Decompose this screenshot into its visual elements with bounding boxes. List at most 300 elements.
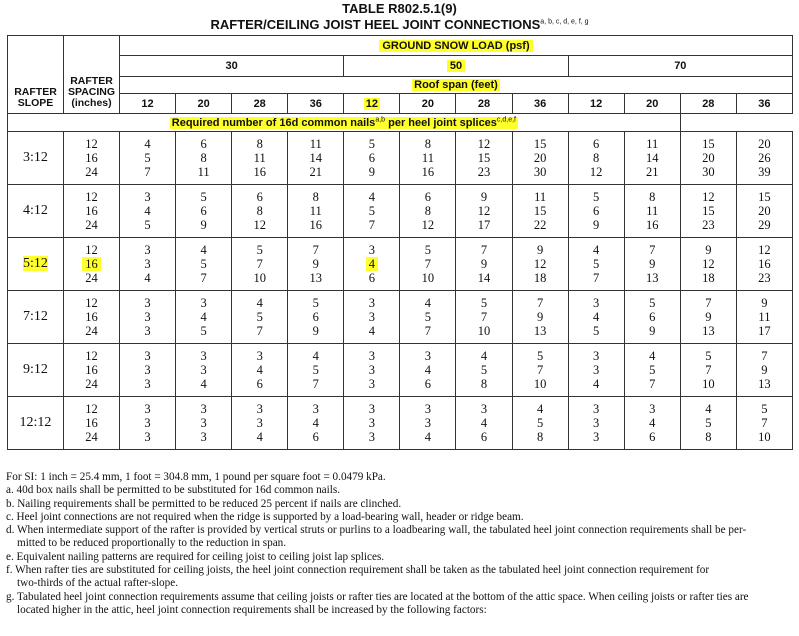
nail-count-cell: [680, 238, 736, 291]
nail-count-value: 4: [424, 363, 432, 377]
nail-count-value: 9: [705, 243, 712, 257]
nail-count-cell: [232, 238, 288, 291]
nail-count-value: 6: [593, 204, 600, 218]
nail-count-value: 4: [144, 204, 151, 218]
nail-count-value: 9: [312, 324, 319, 338]
nail-count-cell: [568, 344, 624, 397]
nail-count-value: 8: [200, 151, 207, 165]
nail-count-cell: [624, 397, 680, 450]
nail-count-value: 6: [649, 310, 656, 324]
spacing-value: 24: [85, 430, 98, 444]
rafter-slope-cell: [8, 185, 64, 238]
nail-count-value: 20: [702, 151, 715, 165]
nail-count-cell: [512, 344, 568, 397]
nail-count-value: 7: [705, 363, 712, 377]
rafter-slope-value: 9:12: [23, 362, 48, 377]
spacing-value: 12: [85, 137, 98, 151]
span-col-9: [624, 94, 680, 114]
nail-count-value: 15: [758, 190, 771, 204]
span-col-2: [232, 94, 288, 114]
spacing-value: 16: [85, 204, 98, 218]
snow-load-50: [344, 56, 568, 77]
span-col-5: [400, 94, 456, 114]
nail-count-value: 4: [256, 430, 263, 444]
footnote: For SI: 1 inch = 25.4 mm, 1 foot = 304.8 mm, 1 pound per square foot = 0.0479 kPa.: [6, 471, 386, 483]
spacing-value: [64, 257, 119, 271]
spacing-value: 16: [85, 151, 98, 165]
span-label-2: 28: [253, 97, 266, 110]
nail-count-value: 10: [758, 430, 771, 444]
span-col-11: [736, 94, 792, 114]
nail-count-value: 3: [144, 363, 151, 377]
ground-snow-load-header: [120, 36, 793, 56]
nail-count-value: 23: [477, 165, 491, 179]
nail-count-value: 3: [144, 416, 151, 430]
nail-count-cell: [736, 397, 792, 450]
nail-count-value: 7: [312, 377, 319, 391]
nail-count-value: 3: [593, 416, 600, 430]
table-row: [8, 291, 793, 344]
nail-count-value: 20: [758, 204, 771, 218]
nail-count-cell: [344, 185, 400, 238]
required-nails-label: [170, 117, 518, 129]
nail-count-value: 14: [645, 151, 659, 165]
rafter-spacing-label-1: RAFTER: [70, 75, 113, 87]
nail-count-value: 11: [309, 137, 322, 151]
nail-count-value: 11: [534, 190, 547, 204]
nail-count-value: 21: [309, 165, 323, 179]
nail-count-value: 4: [480, 416, 488, 430]
rafter-slope-value: 3:12: [23, 150, 48, 165]
nail-count-cell: [456, 132, 512, 185]
nail-count-value: 3: [144, 257, 151, 271]
nail-count-cell: [120, 397, 176, 450]
nail-count-value: 3: [312, 402, 319, 416]
nail-count-value: 4: [200, 243, 207, 257]
nail-count-value: 14: [477, 271, 491, 285]
nail-count-value: 9: [536, 310, 544, 324]
nail-count-cell: [400, 397, 456, 450]
table-footnotes: [6, 471, 794, 617]
nail-count-value: 4: [144, 137, 151, 151]
nail-count-value: 3: [144, 296, 151, 310]
nail-count-value: 9: [536, 243, 544, 257]
nail-count-cell: [680, 291, 736, 344]
nail-count-value: 17: [758, 324, 771, 338]
nail-count-cell: [120, 132, 176, 185]
spacing-value: 24: [85, 218, 98, 232]
nail-count-cell: [120, 185, 176, 238]
nail-count-value: 7: [424, 324, 432, 338]
nail-count-value: 5: [480, 296, 488, 310]
nail-count-value: 3: [593, 296, 600, 310]
table-number: TABLE R802.5.1(9): [342, 1, 457, 16]
rafter-slope-value: 5:12: [23, 256, 48, 271]
nail-count-value: 9: [761, 296, 768, 310]
spacing-value: 12: [85, 296, 98, 310]
nail-count-value: 12: [589, 165, 603, 179]
nail-count-value: 7: [256, 324, 263, 338]
nail-count-cell: [176, 238, 232, 291]
nail-count-cell: [680, 397, 736, 450]
nail-count-value: 8: [480, 377, 488, 391]
nail-count-value: 13: [309, 271, 323, 285]
nail-count-value: 5: [424, 310, 432, 324]
table-row: [8, 397, 793, 450]
nail-count-cell: [512, 397, 568, 450]
nail-count-value: 30: [533, 165, 547, 179]
nail-count-cell: [288, 238, 344, 291]
nail-count-value: 17: [477, 218, 491, 232]
table-row: [8, 344, 793, 397]
span-col-4: [344, 94, 400, 114]
span-label-1: 20: [197, 97, 210, 110]
nail-count-value: 8: [705, 430, 712, 444]
nail-count-cell: [176, 185, 232, 238]
nail-count-value: 9: [761, 363, 768, 377]
nail-count-value: 3: [593, 430, 600, 444]
footnote-continuation: two-thirds of the actual rafter-slope.: [17, 577, 179, 590]
nail-count-cell: [400, 185, 456, 238]
nail-count-value: 9: [705, 310, 712, 324]
nail-count-value: 9: [480, 190, 488, 204]
nail-count-value: 11: [421, 151, 434, 165]
nail-count-value: 5: [144, 218, 151, 232]
nail-count-value: 7: [536, 296, 544, 310]
rafter-slope-value: 7:12: [23, 309, 48, 324]
nail-count-cell: [512, 291, 568, 344]
nail-count-value: 7: [312, 243, 319, 257]
nail-count-cell: [288, 344, 344, 397]
nail-count-value: 23: [702, 218, 715, 232]
nail-count-value: 12: [758, 243, 771, 257]
nail-count-value: 3: [256, 416, 263, 430]
nail-count-value: 6: [368, 151, 375, 165]
nail-count-value: 18: [702, 271, 715, 285]
nail-count-value: 3: [200, 416, 207, 430]
nail-count-value: 9: [649, 324, 656, 338]
nail-count-value: 16: [253, 165, 266, 179]
nail-count-value: 9: [200, 218, 207, 232]
nail-count-value: 3: [200, 296, 207, 310]
nail-count-cell: [568, 238, 624, 291]
rafter-slope-cell: [8, 291, 64, 344]
footnote-continuation: located higher in the attic, heel joint connection requirements shall be increased by the following factors:: [17, 603, 487, 616]
nail-count-value: 10: [533, 377, 547, 391]
spacing-value: 24: [85, 271, 98, 285]
span-label-11: 36: [758, 97, 771, 110]
rafter-spacing-cell: [64, 291, 120, 344]
nail-count-cell: [400, 344, 456, 397]
nail-count-value: 3: [144, 243, 151, 257]
span-col-7: [512, 94, 568, 114]
spacing-value: 24: [85, 377, 98, 391]
nail-count-cell: [400, 238, 456, 291]
nail-count-value: 3: [368, 402, 375, 416]
nail-count-value: 10: [421, 271, 435, 285]
nail-count-cell: [736, 185, 792, 238]
required-nails-text-2: per heel joint splices: [385, 116, 497, 129]
nail-count-cell: [120, 238, 176, 291]
nail-count-value: 4: [424, 430, 432, 444]
highlighted-value: 16: [82, 257, 101, 271]
nail-count-value: 3: [593, 402, 600, 416]
nail-count-value: 5: [256, 310, 263, 324]
nail-count-value: 23: [758, 271, 771, 285]
spacing-value: 12: [85, 190, 98, 204]
nail-count-cell: [512, 238, 568, 291]
nail-count-value: 3: [424, 349, 432, 363]
nail-count-value: 7: [480, 243, 488, 257]
nail-count-value: 6: [368, 271, 375, 285]
nail-count-value: 8: [424, 204, 432, 218]
nail-count-cell: [120, 344, 176, 397]
ground-snow-load-label: GROUND SNOW LOAD (psf): [379, 40, 532, 52]
nail-count-value: 5: [200, 257, 207, 271]
highlighted-value: 4: [366, 257, 378, 271]
span-col-1: [176, 94, 232, 114]
nail-count-value: 7: [200, 271, 207, 285]
nail-count-value: 5: [593, 190, 600, 204]
footnote: f. When rafter ties are substituted for ceiling joists, the heel joint connection requirement shall be taken as the tabulated heel joint connection requirement for: [6, 564, 710, 577]
nail-count-value: 6: [480, 430, 488, 444]
nail-count-value: 8: [256, 204, 263, 218]
nail-count-cell: [680, 132, 736, 185]
nail-count-value: 5: [761, 402, 768, 416]
roof-span-header: [120, 77, 793, 94]
nail-count-value: 3: [256, 349, 263, 363]
rafter-spacing-cell: [64, 397, 120, 450]
nail-count-value: 6: [200, 137, 207, 151]
nail-count-cell: [680, 344, 736, 397]
span-label-4: 12: [365, 97, 378, 110]
nail-count-value: 4: [256, 296, 263, 310]
nail-count-value: 3: [368, 310, 375, 324]
nail-count-cell: [568, 185, 624, 238]
nail-count-cell: [232, 397, 288, 450]
nail-count-value: 9: [649, 257, 656, 271]
nail-count-value: [344, 257, 399, 271]
snow-load-30: 30: [120, 56, 344, 77]
nail-count-value: 5: [536, 349, 544, 363]
nail-count-cell: [624, 238, 680, 291]
nail-count-value: 20: [758, 137, 771, 151]
span-label-3: 36: [309, 97, 322, 110]
rafter-slope-value: 4:12: [23, 203, 48, 218]
nail-count-value: 29: [758, 218, 771, 232]
nail-count-value: 4: [593, 310, 600, 324]
table-title-footnotes: a, b, c, d, e, f, g: [540, 18, 589, 26]
spacing-value: 24: [85, 324, 98, 338]
nail-count-value: 3: [144, 349, 151, 363]
nail-count-value: 11: [758, 310, 771, 324]
nail-count-value: 7: [256, 257, 263, 271]
table-row: [8, 185, 793, 238]
nail-count-cell: [456, 238, 512, 291]
nail-count-value: 5: [649, 363, 656, 377]
nail-count-value: 3: [144, 402, 151, 416]
nail-count-value: 3: [480, 402, 488, 416]
nail-count-value: 5: [368, 204, 375, 218]
nail-count-value: 5: [480, 363, 488, 377]
nail-count-value: 6: [424, 190, 432, 204]
nail-count-value: 5: [312, 296, 319, 310]
span-col-3: [288, 94, 344, 114]
nail-count-cell: [568, 397, 624, 450]
nail-count-value: 5: [256, 243, 263, 257]
nail-count-value: 6: [649, 430, 656, 444]
nail-count-value: 3: [368, 377, 375, 391]
nail-count-value: 20: [533, 151, 547, 165]
nail-count-cell: [344, 238, 400, 291]
table-title: [0, 17, 799, 32]
spacing-value: 16: [85, 363, 98, 377]
nail-count-value: 11: [253, 151, 266, 165]
nail-count-value: 9: [480, 257, 488, 271]
span-label-8: 12: [590, 97, 603, 110]
nail-count-value: 13: [533, 324, 547, 338]
nail-count-value: 12: [477, 137, 491, 151]
nail-count-cell: [400, 291, 456, 344]
nail-count-cell: [736, 291, 792, 344]
nail-count-value: 4: [593, 243, 600, 257]
nail-count-cell: [344, 344, 400, 397]
nail-count-value: 5: [593, 257, 600, 271]
nail-count-value: 5: [200, 324, 207, 338]
spacing-value: 12: [85, 243, 98, 257]
nail-count-value: 4: [312, 416, 319, 430]
nail-count-cell: [456, 185, 512, 238]
span-label-10: 28: [702, 97, 715, 110]
nail-count-value: 3: [424, 416, 432, 430]
nail-count-value: 12: [477, 204, 491, 218]
heel-joint-table: [7, 35, 793, 450]
nail-count-value: 4: [593, 377, 600, 391]
nail-count-value: 3: [368, 349, 375, 363]
nail-count-cell: [120, 291, 176, 344]
nail-count-value: 9: [368, 165, 375, 179]
nail-count-cell: [456, 291, 512, 344]
nail-count-cell: [232, 185, 288, 238]
nail-count-value: 4: [368, 190, 375, 204]
nail-count-value: 3: [144, 324, 151, 338]
nail-count-value: 4: [536, 402, 544, 416]
nail-count-value: 21: [645, 165, 659, 179]
span-col-8: [568, 94, 624, 114]
span-col-10: [680, 94, 736, 114]
nail-count-value: 30: [702, 165, 715, 179]
nail-count-cell: [176, 291, 232, 344]
nail-count-value: 16: [421, 165, 435, 179]
nail-count-cell: [568, 132, 624, 185]
rafter-spacing-label-2: SPACING: [67, 86, 116, 98]
nail-count-value: 7: [536, 363, 544, 377]
nail-count-value: 6: [312, 430, 319, 444]
table-title-text: RAFTER/CEILING JOIST HEEL JOINT CONNECTIONS: [210, 17, 541, 32]
nail-count-value: 4: [312, 349, 319, 363]
nail-count-value: 3: [144, 377, 151, 391]
nail-count-cell: [400, 132, 456, 185]
nail-count-value: 7: [649, 377, 656, 391]
nail-count-cell: [624, 344, 680, 397]
rafter-slope-cell: [8, 238, 64, 291]
nail-count-value: 11: [309, 204, 322, 218]
spacing-value: 16: [85, 310, 98, 324]
nail-count-value: 9: [312, 257, 319, 271]
table-row: [8, 238, 793, 291]
spacing-value: 24: [85, 165, 98, 179]
footnote: c. Heel joint connections are not required when the ridge is supported by a load-bearing wall, header or ridge beam.: [6, 510, 524, 523]
nail-count-value: 6: [256, 377, 263, 391]
nail-count-value: 4: [649, 349, 656, 363]
nail-count-value: 15: [477, 151, 491, 165]
nail-count-cell: [680, 185, 736, 238]
nail-count-value: 7: [144, 165, 151, 179]
nail-count-value: 3: [200, 349, 207, 363]
nail-count-value: 6: [593, 137, 600, 151]
rafter-slope-header: [8, 36, 64, 114]
required-nails-header: [8, 114, 681, 132]
nail-count-cell: [512, 132, 568, 185]
rafter-slope-label-2: SLOPE: [17, 97, 54, 109]
nail-count-value: 5: [368, 137, 375, 151]
table-row: [8, 132, 793, 185]
nail-count-value: 3: [368, 416, 375, 430]
required-nails-sup-1: a,b: [375, 116, 386, 124]
span-label-6: 28: [477, 97, 491, 110]
nail-count-cell: [624, 291, 680, 344]
span-col-0: [120, 94, 176, 114]
nail-count-value: 16: [309, 218, 323, 232]
nail-count-value: 5: [593, 324, 600, 338]
nail-count-value: 15: [702, 204, 715, 218]
nail-count-value: 4: [200, 310, 207, 324]
nail-count-value: 3: [593, 349, 600, 363]
nail-count-cell: [624, 132, 680, 185]
footnote: g. Tabulated heel joint connection requirements assume that ceiling joists or rafter ties are located at the bottom of the attic space. When ceiling joists or rafter ties are: [6, 590, 749, 603]
nail-count-value: 5: [424, 243, 432, 257]
nail-count-value: 5: [536, 416, 544, 430]
nail-count-value: 7: [649, 243, 656, 257]
nail-count-value: 3: [368, 296, 375, 310]
nail-count-value: 8: [256, 137, 263, 151]
nail-count-value: 16: [645, 218, 659, 232]
nail-count-value: 8: [649, 190, 656, 204]
rafter-slope-cell: [8, 132, 64, 185]
nail-count-value: 13: [758, 377, 771, 391]
nail-count-value: 6: [256, 190, 263, 204]
nail-count-value: 5: [705, 416, 712, 430]
nail-count-value: 16: [758, 257, 771, 271]
footnote-continuation: mitted to be reduced proportionally to the reduction in span.: [17, 537, 287, 550]
nail-count-value: 9: [593, 218, 600, 232]
rafter-slope-cell: [8, 344, 64, 397]
snow-load-70: 70: [568, 56, 792, 77]
nail-count-value: 4: [705, 402, 712, 416]
nail-count-cell: [176, 344, 232, 397]
footnote: e. Equivalent nailing patterns are required for ceiling joist to ceiling joist lap splices.: [6, 550, 385, 563]
roof-span-label: Roof span (feet): [414, 79, 498, 91]
nail-count-cell: [344, 132, 400, 185]
nail-count-value: 3: [256, 402, 263, 416]
nail-count-value: 3: [144, 190, 151, 204]
span-label-0: 12: [141, 97, 154, 110]
required-nails-text: Required number of 16d common nails: [171, 116, 376, 129]
nail-count-value: 6: [312, 310, 319, 324]
nail-count-value: 22: [533, 218, 547, 232]
rafter-spacing-cell: [64, 238, 120, 291]
nail-count-cell: [568, 291, 624, 344]
